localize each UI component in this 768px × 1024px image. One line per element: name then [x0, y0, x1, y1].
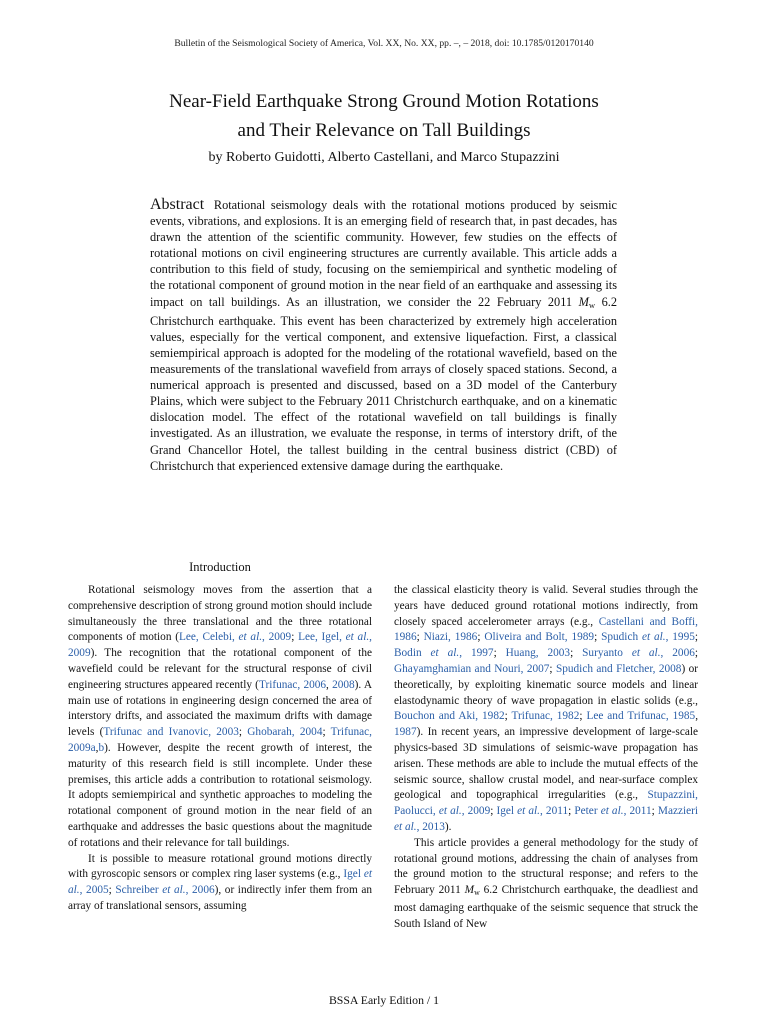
citation-link[interactable]: Igel et al., 2011: [496, 805, 569, 818]
citation-link[interactable]: Peter et al., 2011: [574, 805, 652, 818]
citation-link[interactable]: 2008: [332, 678, 355, 691]
journal-header: Bulletin of the Seismological Society of America, Vol. XX, No. XX, pp. –, – 2018, doi: 10.1785/0120170140: [174, 38, 594, 49]
citation-link[interactable]: Bouchon and Aki, 1982: [394, 710, 505, 723]
citation-link[interactable]: Spudich et al., 1995: [601, 631, 695, 644]
citation-link[interactable]: Spudich and Fletcher, 2008: [555, 662, 682, 675]
citation-link[interactable]: Ghayamghamian and Nouri, 2007: [394, 662, 550, 675]
citation-link[interactable]: Trifunac, 1982: [511, 710, 580, 723]
citation-link[interactable]: Stupazzini, Paolucci, et al., 2009: [394, 789, 698, 818]
citation-link[interactable]: Oliveira and Bolt, 1989: [484, 631, 595, 644]
citation-link[interactable]: Ghobarah, 2004: [247, 726, 323, 739]
authors-line: by Roberto Guidotti, Alberto Castellani, and Marco Stupazzini: [208, 150, 560, 165]
article-title: [0, 87, 768, 145]
right-paragraph-2: This article provides a general methodology for the study of rotational ground motions, addressing the chain of analyses from the ground motion to the structural response; and refers to the February 2011 $M_w$ 6.2 Christchurch earthquake, the deadliest and most damaging earthquake of the seismic sequence that struck the South Island of New: [394, 836, 698, 930]
citation-link[interactable]: Lee, Igel, et al., 2009: [68, 631, 372, 660]
left-column: [68, 583, 372, 915]
citation-link[interactable]: Igel et al., 2005: [68, 868, 372, 897]
citation-link[interactable]: Mazzieri et al., 2013: [394, 805, 699, 833]
title-line-2: and Their Relevance on Tall Buildings: [237, 120, 531, 141]
magnitude-symbol: M: [578, 294, 589, 309]
abstract-text-1: Rotational seismology deals with the rotational motions produced by seismic events, vibrations, and explosions. It is an emerging field of research that, in past decades, has drawn the attention of the scientific community. However, few studies on the effects of rotational motions on civil engineering structures are currently available. This article adds a contribution to this field of study, focusing on the semiempirical and synthetic modeling of the rotational component of ground motion in the near field of an earthquake and assessing its impact on tall buildings. As an illustration, we consider the 22 February 2011: [150, 198, 617, 309]
magnitude-subscript: w: [588, 299, 596, 310]
citation-link[interactable]: Niazi, 1986: [423, 631, 478, 644]
left-paragraph-2: It is possible to measure rotational ground motions directly with gyroscopic sensors or complex ring laser systems (e.g., Igel et al., 2005; Schreiber et al., 2006), or indirectly infer them from an array of translational sensors, assuming: [68, 852, 372, 912]
right-paragraph-1: the classical elasticity theory is valid. Several studies through the years have deduced ground rotational motions indirectly, from closely spaced accelerometer arrays (e.g., Castellani and Boffi, 1986; Niazi, 1986; Oliveira and Bolt, 1989; Spudich et al., 1995; Bodin et al., 1997; Huang, 2003; Suryanto et al., 2006; Ghayamghamian and Nouri, 2007; Spudich and Fletcher, 2008) or theoretically, by exploiting kinematic source models and linear elastodynamic theory of wave propagation in elastic solids (e.g., Bouchon and Aki, 1982; Trifunac, 1982; Lee and Trifunac, 1985, 1987). In recent years, an impressive development of large-scale physics-based 3D simulations of seismic-wave propagation has arisen. These methods are able to include the mutual effects of the seismic source, shallow crustal model, and near-surface complex geological and topographical irregularities (e.g., Stupazzini, Paolucci, et al., 2009; Igel et al., 2011; Peter et al., 2011; Mazzieri et al., 2013).: [394, 584, 699, 833]
citation-link[interactable]: Lee, Celebi, et al., 2009: [178, 631, 292, 644]
abstract: [150, 197, 617, 474]
section-title-introduction: Introduction: [189, 560, 251, 574]
page-footer: BSSA Early Edition / 1: [328, 993, 440, 1007]
title-line-1: Near-Field Earthquake Strong Ground Motion Rotations: [169, 91, 599, 112]
citation-link[interactable]: Castellani and Boffi, 1986: [394, 615, 698, 644]
left-paragraph-1: Rotational seismology moves from the assertion that a comprehensive description of strong ground motion should include simultaneously the three translational and the three rotational components of motion (Lee, Celebi, et al., 2009; Lee, Igel, et al., 2009). The recognition that the rotational component of the wavefield could be relevant for the structural response of civil engineering structures appeared recently (Trifunac, 2006, 2008). A main use of rotations in engineering design concerned the area of interstory drifts, and associated the maximum drifts with damage levels (Trifunac and Ivanovic, 2003; Ghobarah, 2004; Trifunac, 2009a,b). However, despite the recent growth of interest, the maturity of this research field is still incomplete. Under these premises, this article adds a contribution to rotational seismology. It adopts semiempirical and synthetic approaches to modeling the rotational component of ground motion in the near field of an earthquake and addresses the basic questions about the magnitude of rotations and their relevance for tall buildings.: [68, 584, 372, 849]
citation-link[interactable]: Bodin et al., 1997: [394, 647, 494, 660]
citation-link[interactable]: Trifunac and Ivanovic, 2003: [103, 726, 239, 739]
citation-link[interactable]: Trifunac, 2009a: [68, 726, 372, 754]
citation-link[interactable]: 1987: [394, 726, 417, 739]
abstract-label: Abstract: [150, 196, 205, 213]
citation-link[interactable]: Trifunac, 2006: [258, 678, 327, 691]
citation-link[interactable]: Suryanto et al., 2006: [582, 647, 695, 660]
abstract-text-2: 6.2 Christchurch earthquake. This event has been characterized by extremely high acceleration values, especially for the vertical component, and extensive liquefaction. First, a classical semiempirical approach is adopted for the modeling of the rotational wavefield, based on the measurements of the translational wavefield from arrays of closely spaced stations. Second, a numerical approach is presented and discussed, based on a 3D model of the Canterbury Plains, which were subject to the February 2011 Christchurch earthquake, and on a kinematic dislocation model. The effect of the rotational wavefield on tall buildings is finally investigated. As an illustration, we evaluate the response, in terms of interstory drift, of the Grand Chancellor Hotel, the tallest building in the central business district (CBD) of Christchurch that experienced extensive damage during the earthquake.: [150, 294, 617, 473]
magnitude-subscript: w: [474, 888, 480, 898]
citation-link[interactable]: Lee and Trifunac, 1985: [586, 710, 696, 723]
citation-link[interactable]: Schreiber et al., 2006: [115, 884, 215, 897]
citation-link[interactable]: b: [98, 741, 105, 754]
right-column: [394, 583, 698, 933]
citation-link[interactable]: Huang, 2003: [505, 647, 571, 660]
magnitude-symbol: M: [464, 884, 475, 897]
